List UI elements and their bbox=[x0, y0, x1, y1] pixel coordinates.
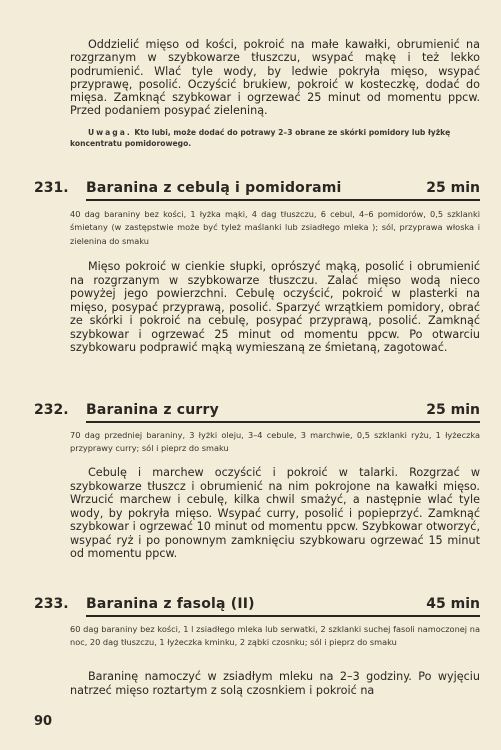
note-paragraph bbox=[70, 128, 480, 149]
recipe-ingredients-231: 40 dag baraniny bez kości, 1 łyżka mąki, 4 dag tłuszczu, 6 cebul, 4–6 pomidorów, 0,5 szklanki śmietany (w zastępstwie może być tyleż maślanki lub zsiadłego mleka ); sól, przyprawa włoska i zielenina do smaku bbox=[70, 209, 480, 246]
recipe-title: Baranina z cebulą i pomidorami bbox=[86, 180, 342, 196]
heading-rule bbox=[86, 615, 480, 617]
note-label: Uwaga. bbox=[88, 128, 132, 137]
heading-rule bbox=[86, 421, 480, 423]
recipe-time: 45 min bbox=[426, 596, 480, 612]
recipe-method-231: Mięso pokroić w cienkie słupki, oprószyć mąką, posolić i obrumienić na rozgrzanym w szybkowarze tłuszczu. Zalać mięso wodą nieco powyżej jego powierzchni. Cebulę oczyścić, pokroić w plasterki na mięso, posypać przyprawą, posolić. Sparzyć wrzątkiem pomidory, obrać ze skórki i pokroić na cebulę, posypać przyprawą, posolić. Zamknąć szybkowar i ogrzewać 25 minut od momentu ppcw. Po otwarciu szybkowaru podprawić mąką wymieszaną ze śmietaną, zagotować. bbox=[70, 260, 480, 354]
recipe-method-233: Baraninę namoczyć w zsiadłym mleku na 2–3 godziny. Po wyjęciu natrzeć mięso roztartym z solą czosnkiem i pokroić na bbox=[70, 670, 480, 697]
recipe-title: Baranina z curry bbox=[86, 402, 219, 418]
heading-rule bbox=[86, 199, 480, 201]
recipe-time: 25 min bbox=[426, 402, 480, 418]
intro-paragraph: Oddzielić mięso od kości, pokroić na małe kawałki, obrumienić na rozgrzanym w szybkowarze tłuszczu, wsypać mąkę i też lekko podrumienić. Wlać tyle wody, by ledwie pokryła mięso, wsypać przyprawę, posolić. Oczyścić brukiew, pokroić w kosteczkę, dodać do mięsa. Zamknąć szybkowar i ogrzewać 25 minut od momentu ppcw. Przed podaniem posypać zieleniną. bbox=[70, 38, 480, 118]
recipe-method-232: Cebulę i marchew oczyścić i pokroić w talarki. Rozgrzać w szybkowarze tłuszcz i obrumienić na nim pokrojone na kawałki mięso. Wrzucić marchew i cebulę, kilka chwil smażyć, a następnie wlać tyle wody, by pokryła mięso. Wsypać curry, posolić i popieprzyć. Zamknąć szybkowar i ogrzewać 10 minut od momentu ppcw. Szybkowar otworzyć, wsypać ryż i po ponownym zamknięciu szybkowaru ogrzewać 15 minut od momentu ppcw. bbox=[70, 466, 480, 560]
recipe-ingredients-233: 60 dag baraniny bez kości, 1 l zsiadłego mleka lub serwatki, 2 szklanki suchej fasoli namoczonej na noc, 20 dag tłuszczu, 1 łyżeczka kminku, 2 ząbki czosnku; sól i pieprz do smaku bbox=[70, 624, 480, 648]
recipe-time: 25 min bbox=[426, 180, 480, 196]
recipe-number: 231. bbox=[34, 180, 69, 196]
recipe-title: Baranina z fasolą (II) bbox=[86, 596, 255, 612]
recipe-number: 233. bbox=[34, 596, 69, 612]
recipe-heading-232 bbox=[34, 402, 480, 422]
note-text: Kto lubi, może dodać do potrawy 2–3 obrane ze skórki pomidory lub łyżkę koncentratu pomidorowego. bbox=[70, 128, 451, 148]
recipe-heading-231 bbox=[34, 180, 480, 200]
recipe-heading-233 bbox=[34, 596, 480, 616]
recipe-ingredients-232: 70 dag przedniej baraniny, 3 łyżki oleju, 3–4 cebule, 3 marchwie, 0,5 szklanki ryżu, 1 łyżeczka przyprawy curry; sól i pieprz do smaku bbox=[70, 430, 480, 454]
page-number: 90 bbox=[34, 714, 53, 729]
recipe-number: 232. bbox=[34, 402, 69, 418]
